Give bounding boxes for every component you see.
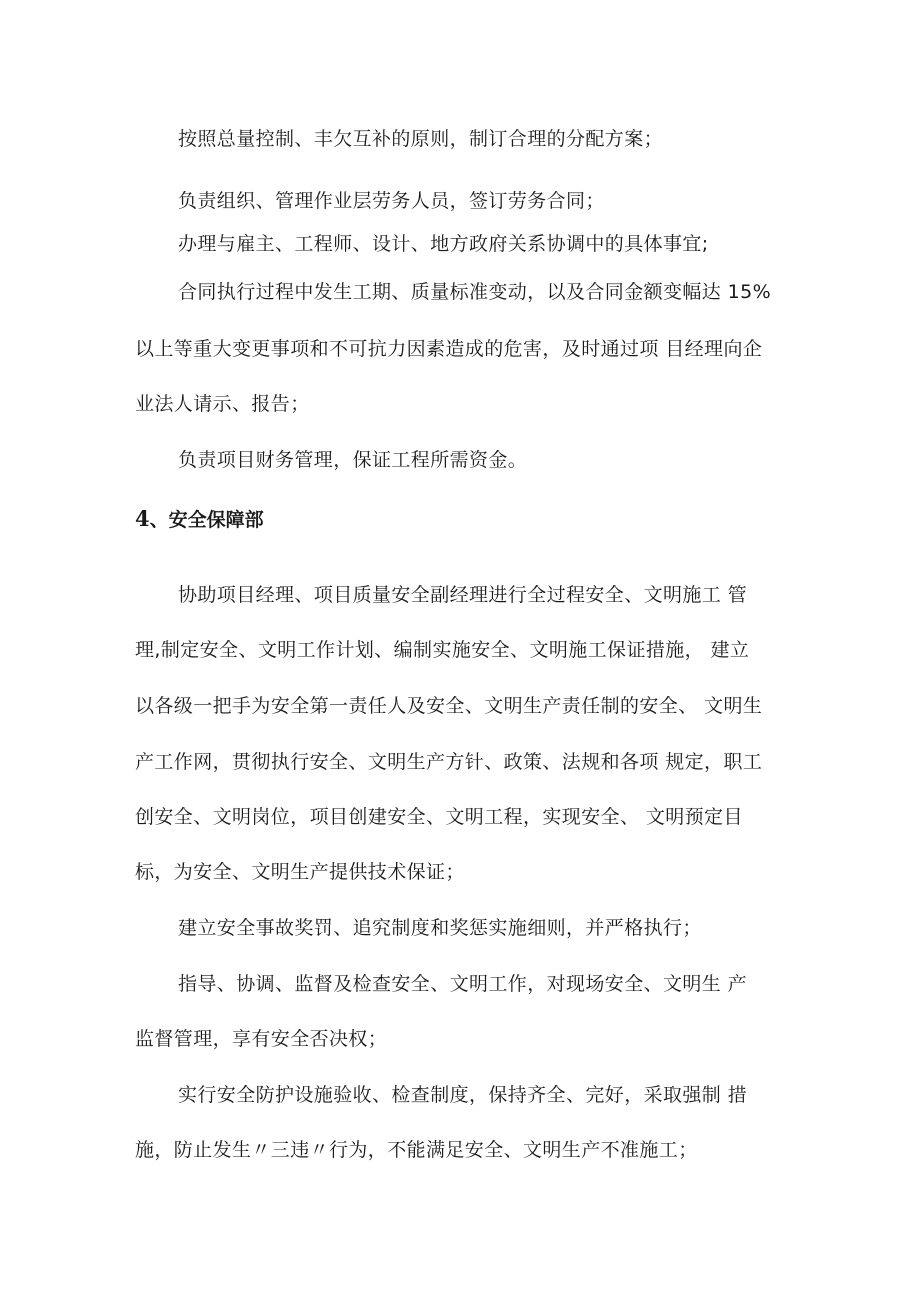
paragraph-line: 监督管理，享有安全否决权； [135,1028,388,1050]
paragraph-line: 协助项目经理、项目质量安全副经理进行全过程安全、文明施工 管 [178,584,748,606]
paragraph-line: 标，为安全、文明生产提供技术保证； [135,861,465,883]
paragraph-line: 业法人请示、报告； [135,393,310,415]
paragraph-line: 以上等重大变更事项和不可抗力因素造成的危害，及时通过项 目经理向企 [135,338,763,360]
paragraph-line: 理,制定安全、文明工作计划、编制实施安全、文明施工保证措施， 建立 [135,639,750,661]
paragraph-line: 负责项目财务管理，保证工程所需资金。 [178,449,528,471]
section-heading [135,506,264,533]
paragraph-line: 实行安全防护设施验收、检查制度，保持齐全、完好，采取强制 措 [178,1084,748,1106]
paragraph-line: 负责组织、管理作业层劳务人员，签订劳务合同； [178,190,605,212]
paragraph-line: 办理与雇主、工程师、设计、地方政府关系协调中的具体事宜; [178,233,709,255]
paragraph-line: 建立安全事故奖罚、追究制度和奖惩实施细则，并严格执行； [178,917,702,939]
section-number: 4 [135,506,150,531]
paragraph-line: 合同执行过程中发生工期、质量标准变动，以及合同金额变幅达 15% [178,281,772,303]
paragraph-line: 施，防止发生〃三违〃行为，不能满足安全、文明生产不准施工； [135,1139,698,1161]
paragraph-line: 产工作网，贯彻执行安全、文明生产方针、政策、法规和各项 规定，职工 [135,751,763,773]
paragraph-line: 按照总量控制、丰欠互补的原则，制订合理的分配方案； [178,128,664,150]
section-title: 、安全保障部 [149,509,264,531]
paragraph-line: 创安全、文明岗位，项目创建安全、文明工程，实现安全、 文明预定目 [135,806,743,828]
paragraph-line: 以各级一把手为安全第一责任人及安全、文明生产责任制的安全、 文明生 [135,695,763,717]
paragraph-line: 指导、协调、监督及检查安全、文明工作，对现场安全、文明生 产 [178,973,748,995]
